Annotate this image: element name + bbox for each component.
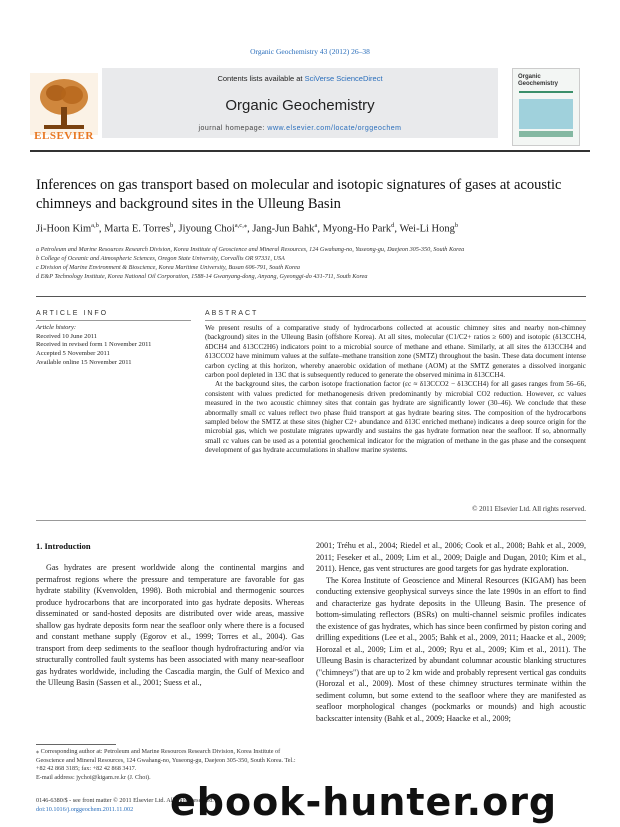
history-accepted: Accepted 5 November 2011 [36, 350, 110, 358]
journal-homepage [102, 125, 498, 132]
author-name[interactable]: Wei-Li Hong [399, 223, 455, 235]
author-affiliation-mark: a,b [91, 222, 99, 229]
introduction-heading: 1. Introduction [36, 541, 91, 551]
copyright-notice: © 2011 Elsevier Ltd. All rights reserved. [472, 505, 586, 513]
footnote-email[interactable]: E-mail address: jychoi@kigam.re.kr (J. Choi). [36, 773, 151, 781]
abstract-rule [205, 320, 586, 321]
history-revised: Received in revised form 1 November 2011 [36, 341, 152, 349]
article-title: Inferences on gas transport based on molecular and isotopic signatures of gases at acoustic chimneys and background sites in the Ulleung Basin [36, 177, 562, 212]
contents-prefix: Contents lists available at [217, 74, 305, 83]
journal-reference[interactable]: Organic Geochemistry 43 (2012) 26–38 [250, 47, 370, 56]
footnote-text: ⁎ Corresponding author at: Petroleum and Marine Resources Research Division, Korea Institute of Geoscience and Mineral Resources, 124 Gwahang-no, Yuseong-gu, Daejeon 305-350, South Korea. Tel.: +82 42 868 3185; fax: +82 42 868 3417. [36, 748, 296, 772]
homepage-prefix: journal homepage: [198, 125, 268, 132]
article-history [36, 324, 196, 368]
author-separator: , [247, 223, 253, 235]
author-name[interactable]: Jang-Jun Bahk [252, 223, 315, 235]
author-separator: , [98, 223, 105, 235]
author-name[interactable]: Myong-Ho Park [322, 223, 392, 235]
footnote-rule [36, 744, 116, 745]
introduction-left-column [36, 562, 304, 689]
author-list [36, 221, 586, 235]
issn-line: 0146-6380/$ - see front matter © 2011 Elsevier Ltd. All rights reserved. [36, 797, 214, 804]
sciencedirect-link[interactable]: SciVerse ScienceDirect [304, 74, 383, 83]
author-affiliation-mark: d [391, 222, 395, 229]
author-name[interactable]: Jiyoung Choi [178, 223, 235, 235]
header-rule [30, 150, 590, 152]
abstract-heading: ABSTRACT [205, 310, 259, 317]
affiliation-line: a Petroleum and Marine Resources Research Division, Korea Institute of Geoscience and Mineral Resources, 124 Gwahang-no, Yuseong-gu, Daejeon 305-350, South Korea [36, 246, 465, 253]
watermark-text: ebook-hunter.org [170, 780, 558, 824]
author-affiliation-mark: a,c,⁎ [234, 222, 248, 229]
body-paragraph: Gas hydrates are present worldwide along the continental margins and permafrost regions where the pressure and temperature are favorable for gas hydrate stability (Kvenvolden, 1998). Both microbial and thermogenic sources produce hydrocarbons that are incorporated into gas hydrate deposits. Whereas disseminated or sand-hosted deposits are distributed over wide areas, massive shallow gas hydrate deposits form near the seafloor only where there is a focused and constant methane supply (Egorov et al., 1999; Torres et al., 2004). Gas transport from deep sediments to the seafloor though hydrofracturing and/or via structurally controlled fault systems has been associated with many near-seafloor gas hydrates worldwide, including the Cascadia margin, the Gulf of Mexico and the Ulleung Basin (Sassen et al., 2001; Suess et al., [36, 563, 304, 687]
author-name[interactable]: Marta E. Torres [104, 223, 170, 235]
author-affiliation-mark: a [314, 222, 318, 229]
introduction-right-column [316, 540, 586, 724]
affiliation-line: b College of Oceanic and Atmospheric Sciences, Oregon State University, Corvallis OR 97331, USA [36, 255, 285, 262]
author-name[interactable]: Ji-Hoon Kim [36, 223, 92, 235]
body-paragraph: 2001; Tréhu et al., 2004; Riedel et al., 2006; Cook et al., 2008; Bahk et al., 2009, 2011; Feseker et al., 2009; Lim et al., 2009; Daigle and Dugan, 2010; Kim et al., 2011). Hence, gas vent structures are good targets for gas hydrate exploration. [316, 541, 586, 573]
homepage-link[interactable]: www.elsevier.com/locate/orggeochem [267, 125, 402, 132]
doi-link[interactable]: doi:10.1016/j.orggeochem.2011.11.002 [36, 805, 134, 813]
author-affiliation-mark: b [454, 222, 459, 229]
elsevier-wordmark: ELSEVIER [34, 130, 94, 142]
article-info-rule [36, 320, 191, 321]
author-separator: , [173, 223, 179, 235]
abstract-end-rule [36, 520, 586, 521]
history-online: Available online 15 November 2011 [36, 358, 132, 366]
contents-line [102, 74, 498, 83]
history-label: Article history: [36, 324, 77, 331]
author-separator: , [394, 223, 400, 235]
affiliation-list [36, 245, 586, 281]
abstract-body [205, 324, 586, 456]
affiliation-line: d E&P Technology Institute, Korea National Oil Corporation, 1588-14 Gwanyang-dong, Anyang, Gyeonggi-do 431-711, South Korea [36, 273, 368, 280]
article-info-heading: ARTICLE INFO [36, 310, 109, 317]
author-separator: , [317, 223, 323, 235]
affiliation-line: c Division of Marine Environment & Bioscience, Korea Maritime University, Busan 606-791, South Korea [36, 264, 300, 271]
body-paragraph: The Korea Institute of Geoscience and Mineral Resources (KIGAM) has been conducting extensive geophysical surveys since the late 1990s in an effort to find and characterize gas hydrate deposits in the Ulleung Basin. The presence of bottom-simulating reflectors (BSRs) on multi-channel seismic profiles indicates the existence of gas hydrates, which has since been confirmed by piston coring and drilling expeditions (Lee et al., 2005; Bahk et al., 2009, 2011; Haacke et al., 2009; Horozal et al., 2009; Lim et al., 2009; Ryu et al., 2009; Kim et al., 2011). The Ulleung Basin is characterized by abundant columnar acoustic blanking structures ("chimneys") that are up to 2 km wide and probably represent vertical gas conduits (Horozal et al., 2009). Most of these chimney structures terminate within the sediment column, but some extend to the seafloor where they are manifested as seafloor morphological changes (pockmarks or mounds) and high acoustic backscatter intensity (Bahk et al., 2009; Haacke et al., 2009; [316, 575, 586, 723]
author-affiliation-mark: b [169, 222, 174, 229]
journal-title: Organic Geochemistry [225, 97, 375, 114]
section-rule [36, 296, 586, 297]
history-received: Received 10 June 2011 [36, 332, 98, 340]
corresponding-author-footnote [36, 748, 304, 782]
abstract-paragraph: At the background sites, the carbon isotope fractionation factor (εc ≈ δ13CCO2 − δ13CCH4) for all gases ranges from 56–66, consistent with values predicted for methanogenesis driven predominantly by microbial CO2 reduction. However, εc values measured in the two acoustic chimney sites that contain gas hydrate are significantly lower (30–46). We conclude that these abnormally small εc values reflect two phase fluid transport at gas hydrate bearing sites. The composition of the hydrocarbons sampled below the SMTZ at these sites (higher C2+ abundance and δ13C enriched methane) indicates a deep source origin for the microbial gas, which we postulate migrates upwardly and sustains the gas hydrate formation near the seafloor. If so, abnormally small εc values can be used as a potential geochemical indicator for the migration of methane in the gas phase and the consequent development of gas hydrate accumulations in shallow marine systems. [205, 380, 586, 455]
cover-title: Organic Geochemistry [518, 74, 559, 87]
abstract-paragraph: We present results of a comparative study of hydrocarbons collected at acoustic chimney sites and nearby non-chimney (background) sites in the Ulleung Basin (offshore Korea). At all sites, molecular (C1/C2+ ratios ≥ 600) and isotopic (δ13CCH4, δDCH4 and δ13CC2H6) indicators point to a microbial source of methane and ethane. Similarly, at all sites the δ13CCH4 and δ13CCO2 have minimum values at the sulfate–methane transition zone (SMTZ) throughout the basin. These data document intense carbon cycling at this horizon, whereby anaerobic oxidation of methane (AOM) at the SMTZ generates a dissolved inorganic carbon pool depleted in 13C that is subsequently reduced to generate the observed minima in δ13CCH4. [205, 324, 586, 380]
